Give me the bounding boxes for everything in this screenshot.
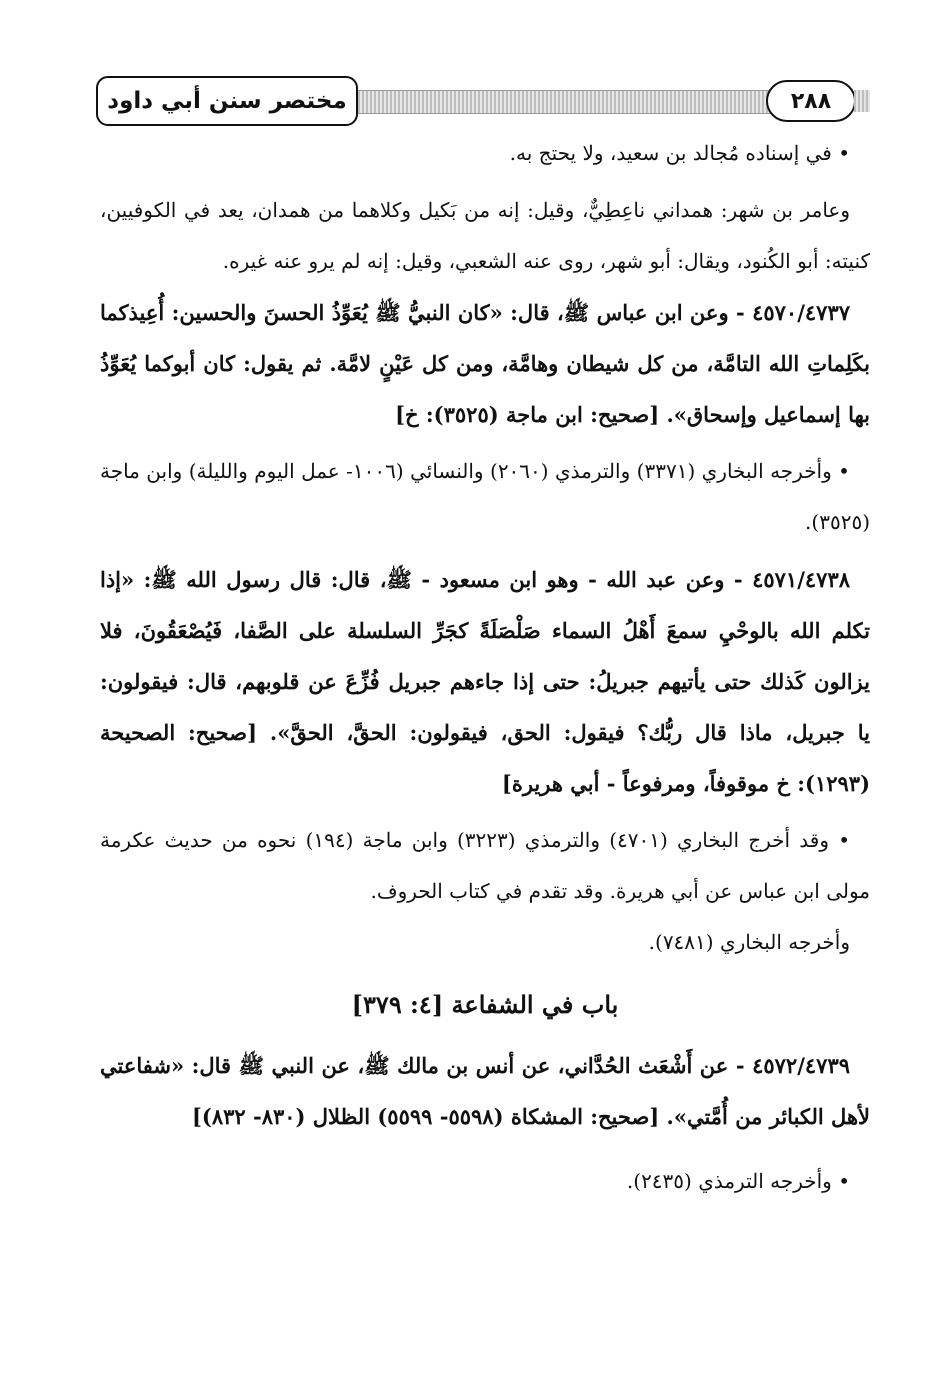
hadith-number: ٤٥٧٢/٤٧٣٩ <box>752 1053 850 1078</box>
narrator-note: وعامر بن شهر: همداني ناعِطِيٌّ، وقيل: إنه من بَكيل وكلاهما من همدان، يعد في الكوفيين، كنيته: أبو الكُنود، ويقال: أبو شهر، روى عنه الشعبي، وقيل: إنه لم يرو عنه غيره. <box>100 198 870 273</box>
takhrij-4737: • وأخرجه البخاري (٣٣٧١) والترمذي (٢٠٦٠) والنسائي (١٠٠٦- عمل اليوم والليلة) وابن ماجة (٣٥٢٥). <box>100 459 870 534</box>
takhrij-4738-extra: وأخرجه البخاري (٧٤٨١). <box>648 930 850 954</box>
hadith-4737 <box>100 287 870 440</box>
page-number: ٢٨٨ <box>766 80 856 122</box>
takhrij-4738: • وقد أخرج البخاري (٤٧٠١) والترمذي (٣٢٢٣) وابن ماجة (١٩٤) نحوه من حديث عكرمة مولى ابن عباس عن أبي هريرة. وقد تقدم في كتاب الحروف. <box>100 828 870 903</box>
hadith-number: ٤٥٧٠/٤٧٣٧ <box>752 300 850 325</box>
running-header <box>96 76 870 132</box>
hadith-text: - وعن عبد الله - وهو ابن مسعود - ﷺ، قال: قال رسول الله ﷺ: «إذا تكلم الله بالوحْيِ سمعَ أَهْلُ السماء صَلْصَلَةً كجَرِّ السلسلة على الصَّفا، فَيُصْعَقُونَ، فلا يزالون كَذلك حتى يأتيهم جبريلُ: حتى إذا جاءهم جبريل فُزِّعَ عن قلوبهم، قال: فيقولون: يا جبريل، ماذا قال ربُّك؟ فيقول: الحق، فيقولون: الحقَّ، الحقَّ». [صحيح: الصحيحة (١٢٩٣): خ موقوفاً، ومرفوعاً - أبي هريرة] <box>100 567 870 796</box>
chapter-heading: باب في الشفاعة [٤: ٣٧٩] <box>351 990 619 1019</box>
hadith-text: - وعن ابن عباس ﷺ، قال: «كان النبيُّ ﷺ يُعَوِّذُ الحسنَ والحسين: أُعِيذكما بكَلِماتِ الله التامَّة، من كل شيطان وهامَّة، ومن كل عَيْنٍ لامَّة. ثم يقول: كان أبوكما يُعَوِّذُ بها إسماعيل وإسحاق». [صحيح: ابن ماجة (٣٥٢٥): خ] <box>100 300 870 427</box>
page-body <box>100 128 870 1207</box>
footnote-isnad: • في إسناده مُجالد بن سعيد، ولا يحتج به. <box>509 141 850 165</box>
book-title: مختصر سنن أبي داود <box>96 76 358 126</box>
hadith-number: ٤٥٧١/٤٧٣٨ <box>752 567 850 592</box>
header-ornament-tail <box>854 90 870 112</box>
hadith-4738 <box>100 554 870 809</box>
takhrij-4739: • وأخرجه الترمذي (٢٤٣٥). <box>626 1169 850 1193</box>
header-ornament-band <box>358 90 788 114</box>
hadith-text: - عن أَشْعَث الحُدَّاني، عن أنس بن مالك ﷺ، عن النبي ﷺ قال: «شفاعتي لأهل الكبائر من أُمَّتي». [صحيح: المشكاة (٥٥٩٨- ٥٥٩٩) الظلال (٨٣٠- ٨٣٢)] <box>100 1053 870 1129</box>
hadith-4739 <box>100 1040 870 1142</box>
